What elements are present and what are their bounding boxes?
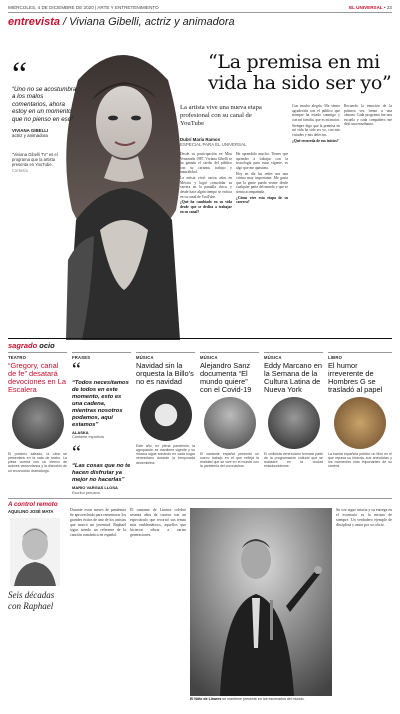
ocio-kicker: TEATRO — [8, 352, 67, 360]
ocio-kicker: LIBRO — [328, 352, 392, 360]
ocio-headline: Alejandro Sanz documenta “El mundo quiere” con el Covid-19 — [200, 360, 252, 394]
ocio-text: El violinista venezolano formará parte de la programación cultural que se realizará en la ciudad estadounidense. — [264, 451, 323, 469]
frase-attribution — [72, 431, 131, 441]
marcano-photo — [268, 397, 320, 449]
page-header — [8, 3, 392, 13]
control-column-1 — [70, 508, 126, 539]
body-column-1 — [180, 152, 232, 215]
body-paragraph: Su voz sigue intacta y su entrega en el escenario es la misma de siempre. Un verdadero ejemplo de disciplina y amor por su oficio. — [336, 508, 392, 527]
body-paragraph: Desde su participación en Miss Venezuela 1987, Viviana Gibelli se ha ganado el cariño del público con su carisma, trabajo y naturalidad. — [180, 152, 232, 175]
feature-subhead: La artista vive una nueva etapa profesional con su canal de YouTube — [180, 104, 262, 127]
quote-role: actriz y animadora — [12, 133, 48, 139]
body-paragraph: Hoy en día las redes son una vitrina muy importante. Me gusta que la gente pueda verme desde cualquier parte del mundo y que se sienta acompañada. — [236, 171, 288, 194]
photo-credit: Cortesía — [12, 167, 28, 173]
ocio-billos — [136, 352, 195, 465]
body-paragraph: Siempre digo que la premisa en mi vida ha sido ser yo, con mis virtudes y mis defectos. — [292, 123, 340, 137]
column-title: Seis décadas con Raphael — [8, 590, 55, 611]
sagrado-word: sagrado — [8, 341, 38, 350]
bottom-photo-caption — [190, 697, 332, 701]
page-number: 23 — [386, 5, 392, 10]
body-paragraph: Recuerdo la emoción de la primera vez frente a una cámara. Cada programa fue una escuela y cada compañero me dejó una enseñanza. — [344, 104, 392, 127]
ocio-headline: Eddy Marcano en la Semana de la Cultura Latina de Nueva York — [264, 360, 322, 394]
ocio-kicker: MÚSICA — [264, 352, 323, 360]
quote-person: VIVIANA GIBELLI — [12, 128, 49, 133]
hombres-g-book-image — [334, 397, 386, 449]
ocio-headline: “Gregory, canal de fe” desatará devociones en La Escalera — [8, 360, 66, 394]
author-photo — [10, 518, 60, 586]
frase-quote: “Todos necesitamos de todos en este momento, esto es una cadena, mientras nosotros podamos, aquí estamos” — [72, 379, 129, 428]
woman-portrait-image — [48, 40, 198, 340]
body-paragraph: El cantante de Linares celebró sesenta años de carrera con un espectáculo que recorrió sus temas más emblemáticos, aquellos que hicieron vibrar a varias generaciones. — [130, 508, 186, 537]
body-paragraph: La artista vivió varios años en México y logró consolidar su carrera en la pantalla chica, y desde hace algún tiempo se enfoca en su canal de YouTube. — [180, 176, 232, 199]
frase-role: Cantante española — [72, 435, 104, 440]
body-paragraph: Durante estos meses de pandemia he aprovechado para rememorar los grandes éxitos de uno de los artistas que marcó mi juventud. Raphael sigue siendo un referente de la canción romántica en español. — [70, 508, 126, 537]
column-kicker: A control remoto — [8, 501, 58, 508]
quote-mark-icon: “ — [72, 442, 81, 465]
control-column-3 — [336, 508, 392, 529]
bottom-divider — [8, 498, 392, 499]
ocio-marcano — [264, 352, 323, 469]
section-subtitle: / Viviana Gibelli, actriz y animadora — [63, 16, 235, 28]
body-column-2 — [236, 152, 288, 206]
billos-album-image — [140, 389, 192, 441]
photo-caption — [12, 152, 72, 173]
sanz-photo — [204, 397, 256, 449]
author-portrait-image — [10, 518, 60, 586]
section-divider — [8, 338, 392, 339]
byline-name: Dubrí María Ramos — [180, 137, 221, 142]
ocio-teatro — [8, 352, 67, 473]
ocio-word: ocio — [39, 341, 55, 350]
ocio-kicker: MÚSICA — [136, 352, 195, 360]
header-date-section: MIÉRCOLES, 4 DE DICIEMBRE DE 2020 | ARTE Y ENTRETENIMIENTO — [8, 5, 159, 10]
raphael-photo — [190, 508, 332, 696]
feature-byline — [180, 137, 262, 148]
feature-quote: “Uno no se acostumbra a los malos comentarios, ahora estoy en un momento que no pienso en eso” — [12, 86, 77, 123]
quote-mark-icon: “ — [12, 56, 28, 93]
interview-question: ¿Qué recuerda de sus inicios? — [292, 138, 339, 143]
interview-question: ¿Cómo vive esta etapa de su carrera? — [236, 195, 288, 205]
byline-role: ESPECIAL PARA EL UNIVERSAL — [180, 142, 247, 148]
frase-role: Escritor peruano — [72, 490, 100, 495]
paper-name: EL UNIVERSAL — [349, 5, 383, 10]
body-paragraph: Con mucha alegría. Me siento agradecida con el público que siempre ha estado conmigo y con mi familia, que es mi motor. — [292, 104, 340, 122]
section-kicker: entrevista — [8, 16, 60, 28]
body-column-4 — [344, 104, 392, 128]
ocio-kicker: FRASES — [72, 352, 131, 360]
teatro-photo — [12, 397, 64, 449]
quote-mark-icon: “ — [72, 358, 81, 381]
column-author: AQUILINO JOSÉ MATA — [8, 509, 54, 514]
control-column-2 — [130, 508, 186, 539]
ocio-text: El próximo sábado, la obra se presentará en la sala de teatro. La pieza cuenta con un elenco de actores venezolanos y la dirección de un reconocido dramaturgo. — [8, 451, 67, 473]
feature-photo — [48, 40, 198, 340]
ocio-libro — [328, 352, 392, 469]
body-column-3 — [292, 104, 340, 144]
ocio-frases — [72, 352, 131, 496]
section-title — [8, 16, 235, 28]
header-paper: EL UNIVERSAL • 23 — [349, 5, 392, 10]
ocio-text: Este año, en plena pandemia, la agrupación se mantiene vigente y su música sigue sonando en cada hogar venezolano durante la temporada decembrina. — [136, 443, 195, 465]
interview-question: ¿Qué ha cambiado en su vida desde que se dedica a trabajar en su canal? — [180, 200, 232, 214]
ocio-headline: El humor irreverente de Hombres G se trasladó al papel — [328, 360, 383, 394]
frase-person: MARIO VARGAS LLOSA — [72, 485, 118, 491]
ocio-text: El cantante español presentó un nuevo trabajo en el que refleja la realidad que se vive en el mundo con la pandemia del coronavirus. — [200, 451, 259, 469]
feature-headline: “La premisa en mi vida ha sido ser yo” — [208, 51, 392, 94]
sagrado-ocio-title — [8, 341, 55, 350]
body-paragraph: He aprendido mucho. Tienes que aprender a trabajar con la tecnología para estar vigente, es algo que me apasiona. — [236, 152, 288, 170]
ocio-headline: Navidad sin la orquesta la Billo’s no es navidad — [136, 360, 194, 386]
frase-attribution — [72, 486, 131, 496]
caption-bold: El Niño de Linares — [190, 697, 222, 701]
ocio-sanz — [200, 352, 259, 469]
ocio-text: La banda española publicó un libro en el que repasa su historia, sus anécdotas y los momentos más importantes de su carrera. — [328, 451, 392, 469]
frase-person: ALASKA — [72, 429, 89, 435]
quote-attribution — [12, 128, 78, 139]
caption-text: se mantiene presente en los escenarios del mundo. — [222, 697, 305, 701]
frase-quote: “Las cosas que no te hacen disfrutar ya mejor no hacerlas” — [72, 463, 131, 484]
ocio-kicker: MÚSICA — [200, 352, 259, 360]
singer-on-stage-image — [190, 508, 332, 696]
photo-caption-text: “Viviana Gibelli TV” es el programa que la artista presenta en YouTube. — [12, 152, 58, 168]
